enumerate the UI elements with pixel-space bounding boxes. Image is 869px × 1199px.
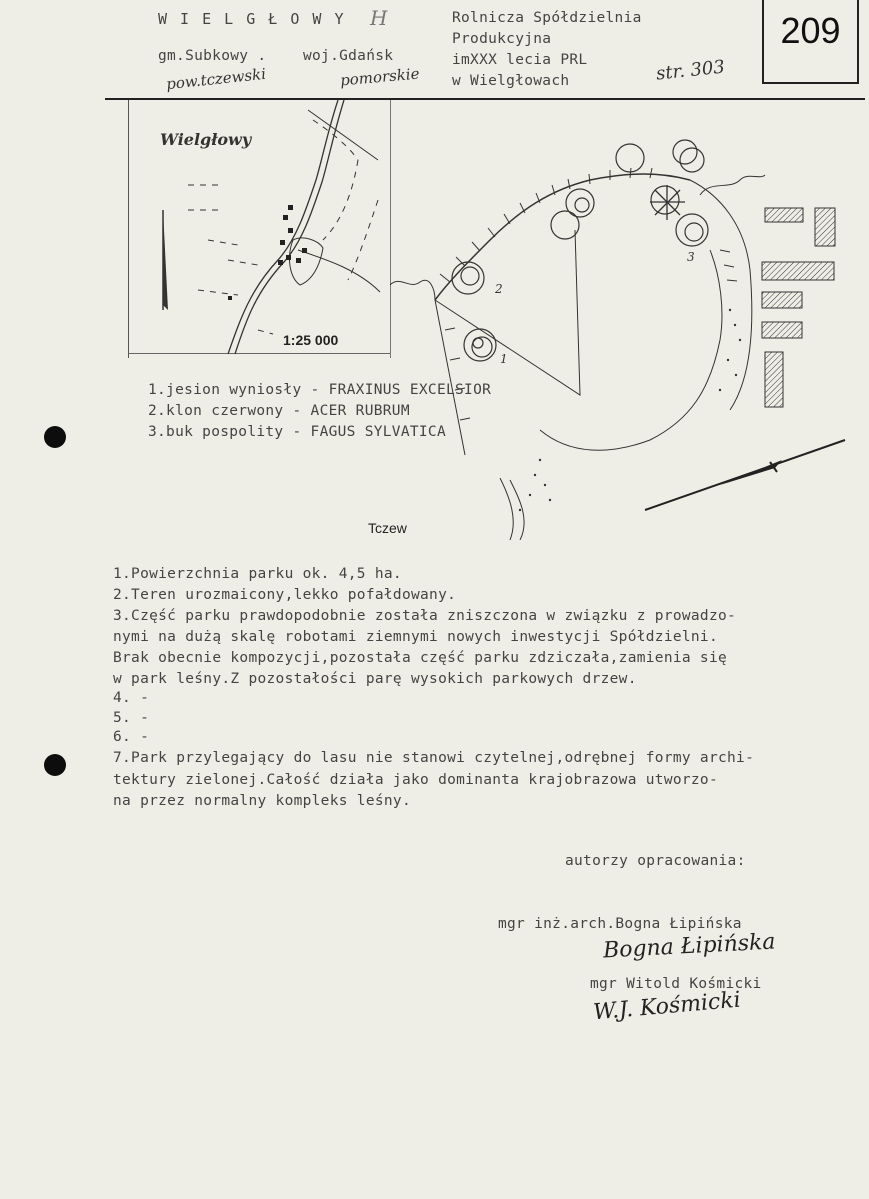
signature: Bogna Łipińska	[602, 929, 777, 964]
note-line: 3.Część parku prawdopodobnie została zniszczona w związku z prowadzo-	[113, 608, 737, 624]
note-line: 4. -	[113, 690, 150, 706]
owner-line: imXXX lecia PRL	[452, 52, 588, 68]
voivodeship: woj.Gdańsk	[303, 48, 394, 64]
author-name: mgr Witold Kośmicki	[590, 976, 762, 992]
tree-label: 1	[500, 352, 508, 366]
legend-item: 2.klon czerwony - ACER RUBRUM	[148, 403, 410, 419]
legend-item: 3.buk pospolity - FAGUS SYLVATICA	[148, 424, 446, 440]
village-mark: H	[370, 6, 388, 30]
scale-label: 1:25 000	[283, 332, 339, 348]
commune: gm.Subkowy .	[158, 48, 267, 64]
note-line: tektury zielonej.Całość działa jako dominanta krajobrazowa utworzo-	[113, 772, 718, 788]
owner-line: Rolnicza Spółdzielnia	[452, 10, 642, 26]
signature: W.J. Kośmicki	[592, 987, 742, 1026]
note-line: 1.Powierzchnia parku ok. 4,5 ha.	[113, 566, 402, 582]
punch-hole	[44, 754, 66, 776]
inset-title: Wielgłowy	[160, 130, 252, 149]
note-line: Brak obecnie kompozycji,pozostała część parku zdziczała,zamienia się	[113, 650, 728, 666]
note-line: 7.Park przylegający do lasu nie stanowi czytelnej,odrębnej formy archi-	[113, 750, 755, 766]
tree-label: 2	[495, 282, 503, 296]
legend-item: 1.jesion wyniosły - FRAXINUS EXCELSIOR	[148, 382, 492, 398]
location-map	[128, 100, 390, 356]
park-plan	[390, 100, 860, 540]
page-reference: str. 303	[655, 56, 726, 85]
page-number: 209	[780, 10, 841, 51]
note-line: 5. -	[113, 710, 150, 726]
owner-line: Produkcyjna	[452, 31, 552, 47]
note-line: na przez normalny kompleks leśny.	[113, 793, 411, 809]
note-line: 2.Teren urozmaicony,lekko pofałdowany.	[113, 587, 457, 603]
punch-hole	[44, 426, 66, 448]
note-line: w park leśny.Z pozostałości parę wysokich parkowych drzew.	[113, 671, 637, 687]
page-number-box	[762, 0, 859, 84]
voivodeship-handwritten: pomorskie	[339, 64, 421, 90]
village-name: W I E L G Ł O W Y	[158, 10, 346, 28]
note-line: nymi na dużą skalę robotami ziemnymi nowych inwestycji Spółdzielni.	[113, 629, 718, 645]
town-label: Tczew	[368, 520, 407, 536]
owner-line: w Wielgłowach	[452, 73, 570, 89]
note-line: 6. -	[113, 729, 150, 745]
author-name: mgr inż.arch.Bogna Łipińska	[498, 916, 742, 932]
tree-label: 3	[687, 250, 695, 264]
authors-heading: autorzy opracowania:	[565, 853, 746, 869]
powiat-handwritten: pow.tczewski	[165, 64, 267, 94]
